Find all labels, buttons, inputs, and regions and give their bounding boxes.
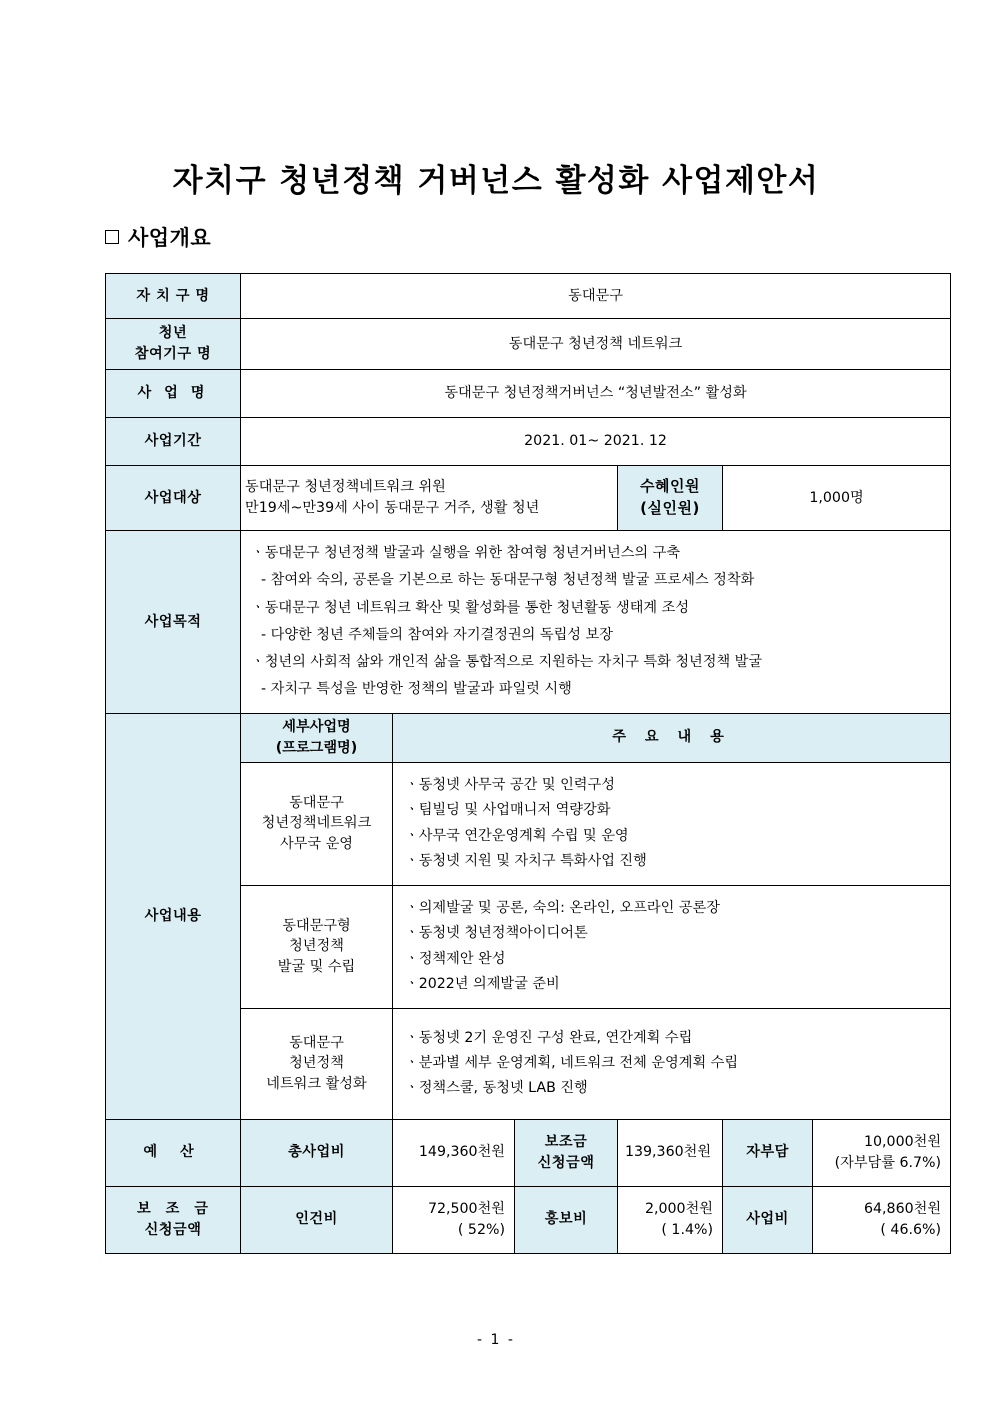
target-line-2: 만19세~만39세 사이 동대문구 거주, 생활 청년 — [245, 500, 540, 516]
budget-item-value-operation — [813, 1186, 951, 1253]
budget-item-label-personnel: 인건비 — [241, 1186, 393, 1253]
col-header-program-name — [241, 713, 393, 762]
row-label-project-name: 사 업 명 — [106, 370, 241, 418]
col-header-detail: 주 요 내 용 — [393, 713, 951, 762]
budget-subsidy-label-line1: 보조금 — [544, 1134, 588, 1150]
section-heading-label: 사업개요 — [128, 226, 212, 250]
subsidy-breakdown-label-line1: 보 조 금 — [137, 1201, 213, 1217]
table-row-budget-breakdown — [106, 1186, 951, 1253]
budget-item-value-personnel — [393, 1186, 515, 1253]
program-detail-item: ㆍ동청넷 지원 및 자치구 특화사업 진행 — [405, 852, 647, 869]
program-detail-item: ㆍ동청넷 2기 운영진 구성 완료, 연간계획 수립 — [405, 1029, 693, 1046]
row-label-beneficiary — [618, 466, 723, 531]
table-row-contents-header — [106, 713, 951, 762]
row-label-organization-line1: 청년 — [158, 325, 188, 342]
budget-item-value-promotion — [618, 1186, 723, 1253]
purpose-line: - 참여와 숙의, 공론을 기본으로 하는 동대문구형 청년정책 발굴 프로세스 정착화 — [261, 572, 755, 589]
program-detail-item: ㆍ2022년 의제발굴 준비 — [405, 975, 560, 992]
budget-item-value-selffund — [813, 1119, 951, 1186]
table-row-district — [106, 274, 951, 319]
row-label-target: 사업대상 — [106, 466, 241, 531]
row-value-organization: 동대문구 청년정책 네트워크 — [241, 319, 951, 370]
promotion-amount: 2,000천원 — [644, 1201, 713, 1217]
col-header-program-name-line1: 세부사업명 — [282, 719, 351, 735]
program-details — [393, 762, 951, 885]
program-detail-item: ㆍ의제발굴 및 공론, 숙의: 온라인, 오프라인 공론장 — [405, 900, 720, 917]
budget-item-label-subsidy — [515, 1119, 618, 1186]
purpose-line: ㆍ청년의 사회적 삶와 개인적 삶을 통합적으로 지원하는 자치구 특화 청년정책 발굴 — [251, 654, 763, 671]
budget-item-value-subsidy: 139,360천원 — [618, 1119, 723, 1186]
subsidy-breakdown-label-line2: 신청금액 — [144, 1221, 202, 1238]
program-name-line: 청년정책 — [289, 1055, 344, 1072]
program-name-line: 발굴 및 수립 — [277, 958, 356, 975]
overview-table-wrapper — [105, 273, 942, 1254]
section-heading — [105, 222, 211, 252]
project-overview-table — [105, 273, 951, 1254]
personnel-amount: 72,500천원 — [427, 1201, 505, 1217]
program-detail-item: ㆍ정책스쿨, 동청넷 LAB 진행 — [405, 1080, 588, 1097]
personnel-percent: ( 52%) — [457, 1221, 505, 1238]
program-name-line: 동대문구 — [289, 794, 344, 811]
checkbox-square-icon — [105, 230, 119, 244]
selffund-rate-note: (자부담률 6.7%) — [834, 1154, 942, 1171]
program-detail-item: ㆍ팀빌딩 및 사업매니저 역량강화 — [405, 802, 611, 819]
table-row-project-name — [106, 370, 951, 418]
budget-item-label-selffund: 자부담 — [723, 1119, 813, 1186]
budget-item-label-promotion: 홍보비 — [515, 1186, 618, 1253]
program-name-line: 네트워크 활성화 — [266, 1075, 367, 1092]
row-label-contents: 사업내용 — [106, 713, 241, 1119]
budget-item-label-total: 총사업비 — [241, 1119, 393, 1186]
budget-item-value-total: 149,360천원 — [393, 1119, 515, 1186]
row-value-beneficiary: 1,000명 — [723, 466, 951, 531]
row-label-period: 사업기간 — [106, 418, 241, 466]
program-detail-item: ㆍ정책제안 완성 — [405, 950, 506, 967]
page-title: 자치구 청년정책 거버넌스 활성화 사업제안서 — [172, 163, 820, 199]
table-row-target — [106, 466, 951, 531]
row-value-project-name: 동대문구 청년정책거버넌스 “청년발전소” 활성화 — [241, 370, 951, 418]
program-name-line: 동대문구형 — [282, 917, 351, 934]
purpose-line: - 다양한 청년 주체들의 참여와 자기결정권의 독립성 보장 — [261, 626, 613, 643]
beneficiary-label-line1: 수혜인원 — [640, 477, 700, 496]
operation-amount: 64,860천원 — [863, 1201, 942, 1217]
program-name — [241, 762, 393, 885]
row-value-purpose — [241, 531, 951, 714]
row-value-period: 2021. 01~ 2021. 12 — [241, 418, 951, 466]
program-detail-item: ㆍ동청넷 청년정책아이디어톤 — [405, 925, 588, 942]
table-row-organization — [106, 319, 951, 370]
program-detail-item: ㆍ동청넷 사무국 공간 및 인력구성 — [405, 777, 615, 794]
program-details — [393, 1008, 951, 1119]
row-label-subsidy-breakdown — [106, 1186, 241, 1253]
beneficiary-label-line2: (실인원) — [640, 499, 700, 517]
table-row-period — [106, 418, 951, 466]
program-name-line: 동대문구 — [289, 1034, 344, 1051]
purpose-line: ㆍ동대문구 청년정책 발굴과 실행을 위한 참여형 청년거버넌스의 구축 — [251, 545, 681, 561]
operation-percent: ( 46.6%) — [880, 1221, 942, 1238]
program-name-line: 사무국 운영 — [279, 835, 354, 852]
selffund-amount: 10,000천원 — [863, 1134, 942, 1150]
row-value-target — [241, 466, 618, 531]
purpose-line: ㆍ동대문구 청년 네트워크 확산 및 활성화를 통한 청년활동 생태계 조성 — [251, 599, 690, 616]
row-label-organization — [106, 319, 241, 370]
program-name-line: 청년정책네트워크 — [261, 815, 372, 832]
promotion-percent: ( 1.4%) — [661, 1221, 713, 1238]
table-row-budget-total — [106, 1119, 951, 1186]
budget-subsidy-label-line2: 신청금액 — [537, 1154, 595, 1171]
row-label-district: 자 치 구 명 — [106, 274, 241, 319]
purpose-line: - 자치구 특성을 반영한 정책의 발굴과 파일럿 시행 — [261, 681, 572, 698]
row-value-district: 동대문구 — [241, 274, 951, 319]
program-name — [241, 1008, 393, 1119]
program-detail-item: ㆍ분과별 세부 운영계획, 네트워크 전체 운영계획 수립 — [405, 1054, 739, 1071]
row-label-purpose: 사업목적 — [106, 531, 241, 714]
page-number-footer: - 1 - — [477, 1332, 515, 1348]
program-name-line: 청년정책 — [289, 938, 344, 955]
program-details — [393, 885, 951, 1008]
col-header-program-name-line2: (프로그램명) — [275, 739, 358, 756]
program-name — [241, 885, 393, 1008]
budget-item-label-operation: 사업비 — [723, 1186, 813, 1253]
row-label-budget: 예 산 — [106, 1119, 241, 1186]
program-detail-item: ㆍ사무국 연간운영계획 수립 및 운영 — [405, 827, 629, 844]
table-row-purpose — [106, 531, 951, 714]
target-line-1: 동대문구 청년정책네트워크 위원 — [245, 479, 446, 496]
row-label-organization-line2: 참여기구 명 — [134, 346, 212, 362]
